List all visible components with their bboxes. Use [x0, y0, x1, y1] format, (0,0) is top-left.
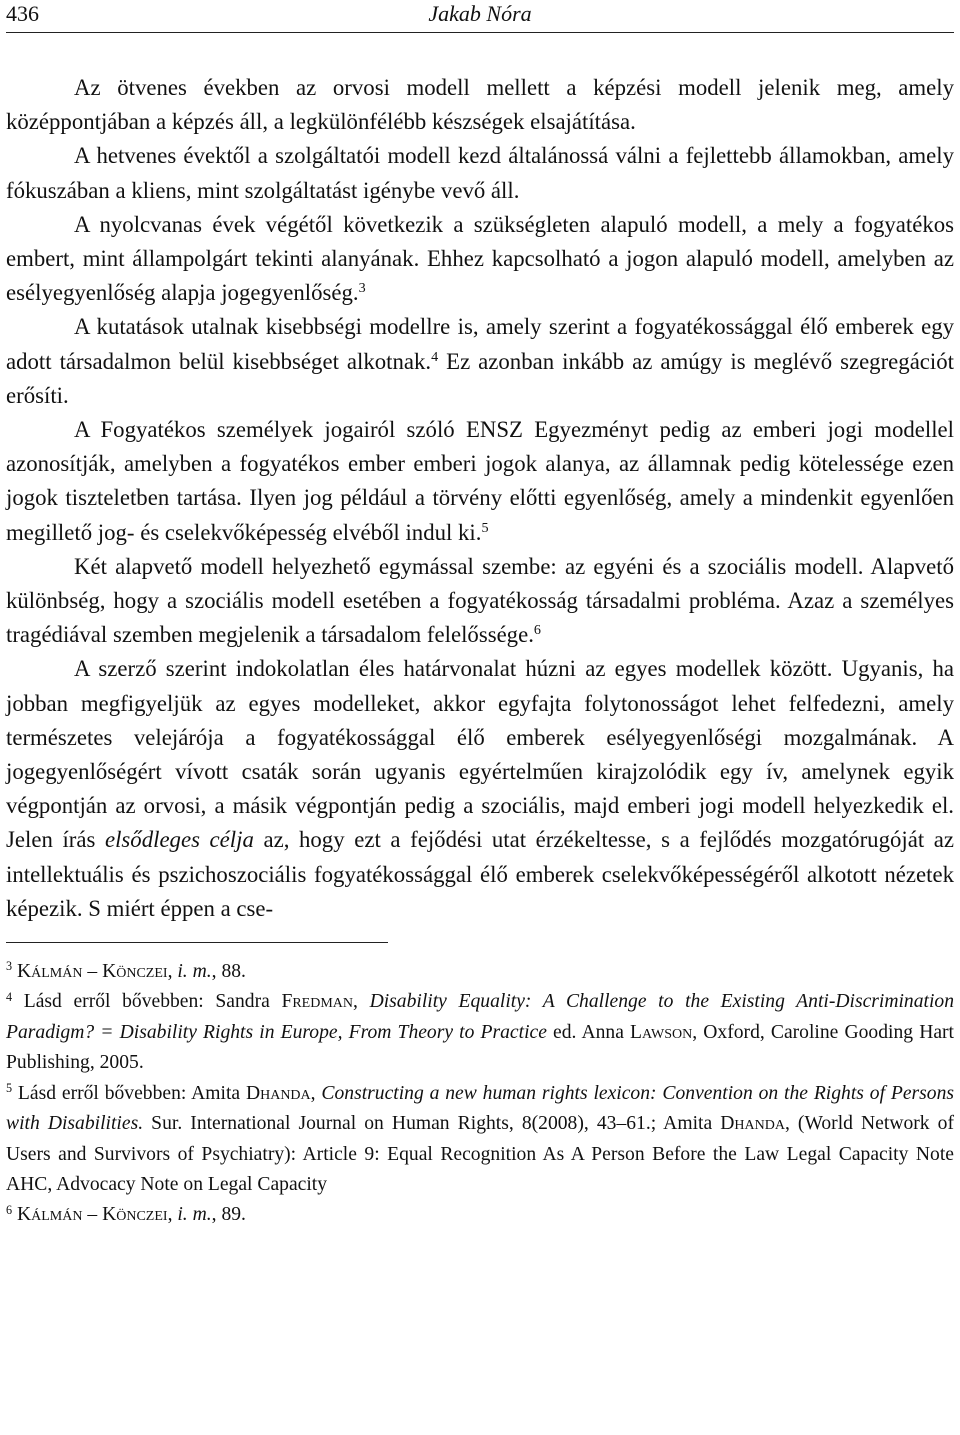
paragraph — [6, 413, 954, 550]
small-caps-text: álmán — [31, 961, 83, 983]
text-run: , — [310, 1082, 322, 1104]
text-run: Sur. International Journal on Human Rights, 8(2008), 43–61.; Amita D — [143, 1113, 735, 1135]
running-head-author: Jakab Nóra — [428, 1, 532, 26]
text-run: Két alapvető modell helyezhető egymással szembe: az egyéni és a szociális modell. Alapvető különbség, hogy a szociális modell esetében a fogyatékosság társadalmi probléma. Azaz a személyes tragédiával szemben megjelenik a társadalom felelőssége. — [6, 553, 954, 648]
text-run: K — [12, 1204, 32, 1226]
page-number: 436 — [6, 1, 39, 26]
text-run: A szerző szerint indokolatlan éles határvonalat húzni az egyes modellek között. Ugyanis, ha jobban megfigyeljük az egyes modelleket, akkor egyfajta folytonosságot lehet felfedezni, amely természetes velejárója a fogyatékossággal élő emberek esélyegyenlőségi mozgalmának. A jogegyenlőségért vívott csaták során ugyanis egyértelműen kirajzolódik egy ív, amelynek egyik végpontján az orvosi, a másik végpontján pedig a szociális, majd emberi jogi modell helyezkedik el. Jelen írás — [6, 656, 954, 853]
text-run: Az ötvenes években az orvosi modell mellett a képzési modell jelenik meg, amely középpontjában a képzés áll, a legkülönfélébb készségek elsajátítása. — [6, 75, 954, 135]
text-run: A kutatások utalnak kisebbségi modellre is, amely szerint a fogyatékossággal élő emberek egy adott társadalmon belül kisebbséget alkotnak. — [6, 314, 954, 374]
footnote-ref: 5 — [6, 1081, 13, 1096]
text-run: , — [167, 961, 178, 983]
paragraph — [6, 139, 954, 207]
text-run: , Oxford, Caroline Gooding Hart Publishing, 2005. — [6, 1021, 955, 1074]
paragraph — [6, 71, 954, 139]
footnote — [6, 1079, 954, 1201]
italic-text: i. m. — [177, 961, 212, 983]
text-run: A hetvenes évektől a szolgáltatói modell kezd általánossá válni a fejlettebb államokban, amely fókuszában a kliens, mint szolgáltatást igénybe vevő áll. — [6, 143, 954, 203]
small-caps-text: önczei — [116, 1204, 168, 1226]
footnotes — [6, 957, 954, 1231]
italic-text: Disability Equality: A Challenge to the Existing Anti-Discrimination Paradigm? = Disability Rights in Europe, From Theory to Practice — [6, 991, 955, 1043]
text-run: Lásd erről bővebben: Amita D — [12, 1082, 261, 1104]
paragraph — [6, 652, 954, 926]
body-text — [6, 71, 954, 926]
small-caps-text: redman — [292, 991, 354, 1013]
paragraph — [6, 208, 954, 311]
footnote-ref: 5 — [481, 519, 489, 536]
footnote-ref: 4 — [6, 989, 13, 1004]
text-run: , (World Network of Users and Survivors of Psychiatry): Article 9: Equal Recognition As A Person Before the Law Legal Capacity Note AHC, Advocacy Note on Legal Capacity — [6, 1113, 954, 1195]
text-run: , 89. — [211, 1204, 246, 1226]
text-run: ed. Anna L — [546, 1021, 643, 1043]
text-run: – K — [82, 961, 117, 983]
footnote — [6, 957, 954, 987]
text-run: Lásd erről bővebben: Sandra F — [12, 991, 293, 1013]
text-run: A nyolcvanas évek végétől következik a szükségleten alapuló modell, a mely a fogyatékos embert, mint állampolgárt tekinti alanyának. Ehhez kapcsolható a jogon alapuló modell, amelyben az esélyegyenlőség alapja jogegyenlőség. — [6, 211, 954, 306]
footnote-ref: 3 — [358, 280, 366, 297]
footnote-ref: 3 — [6, 959, 13, 974]
text-run: az, hogy ezt a fejődési utat érzékeltesse, s a fejlődés mozgatórugóját az intellektuális és pszichoszociális fogyatékossággal élő emberek cselekvőképességéről alkotott nézetek képezik. S miért éppen a cse- — [6, 827, 955, 921]
small-caps-text: handa — [734, 1113, 785, 1135]
text-run: K — [12, 961, 32, 983]
text-run: , 88. — [211, 961, 246, 983]
paragraph — [6, 550, 954, 653]
small-caps-text: handa — [260, 1082, 311, 1104]
italic-text: elsődleges célja — [104, 827, 254, 853]
footnote — [6, 1200, 954, 1230]
footnote-ref: 6 — [533, 622, 541, 639]
text-run: – K — [82, 1204, 117, 1226]
footnote — [6, 987, 954, 1078]
footnote-ref: 4 — [431, 348, 439, 365]
paragraph — [6, 310, 954, 413]
small-caps-text: álmán — [31, 1204, 83, 1226]
italic-text: i. m. — [177, 1204, 212, 1226]
footnote-ref: 6 — [6, 1202, 13, 1217]
italic-text: Constructing a new human rights lexicon: Convention on the Rights of Persons with Disabilities. — [6, 1082, 955, 1135]
text-run: A Fogyatékos személyek jogairól szóló ENSZ Egyezményt pedig az emberi jogi modellel azonosítják, amelyben a fogyatékos ember emberi jogok alanya, az államnak pedig kötelessége ezen jogok tiszteletben tartása. Ilyen jog például a törvény előtti egyenlőség, amely a mindenkit egyenlően megillető jog- és cselekvőképesség elvéből indul ki. — [6, 417, 954, 545]
small-caps-text: önczei — [116, 961, 168, 983]
text-run: , — [167, 1204, 178, 1226]
text-run: Ez azonban inkább az amúgy is meglévő szegregációt erősíti. — [6, 348, 954, 408]
small-caps-text: awson — [642, 1021, 693, 1043]
footnote-separator — [6, 942, 388, 943]
running-header — [6, 0, 954, 33]
text-run: , — [353, 991, 370, 1013]
